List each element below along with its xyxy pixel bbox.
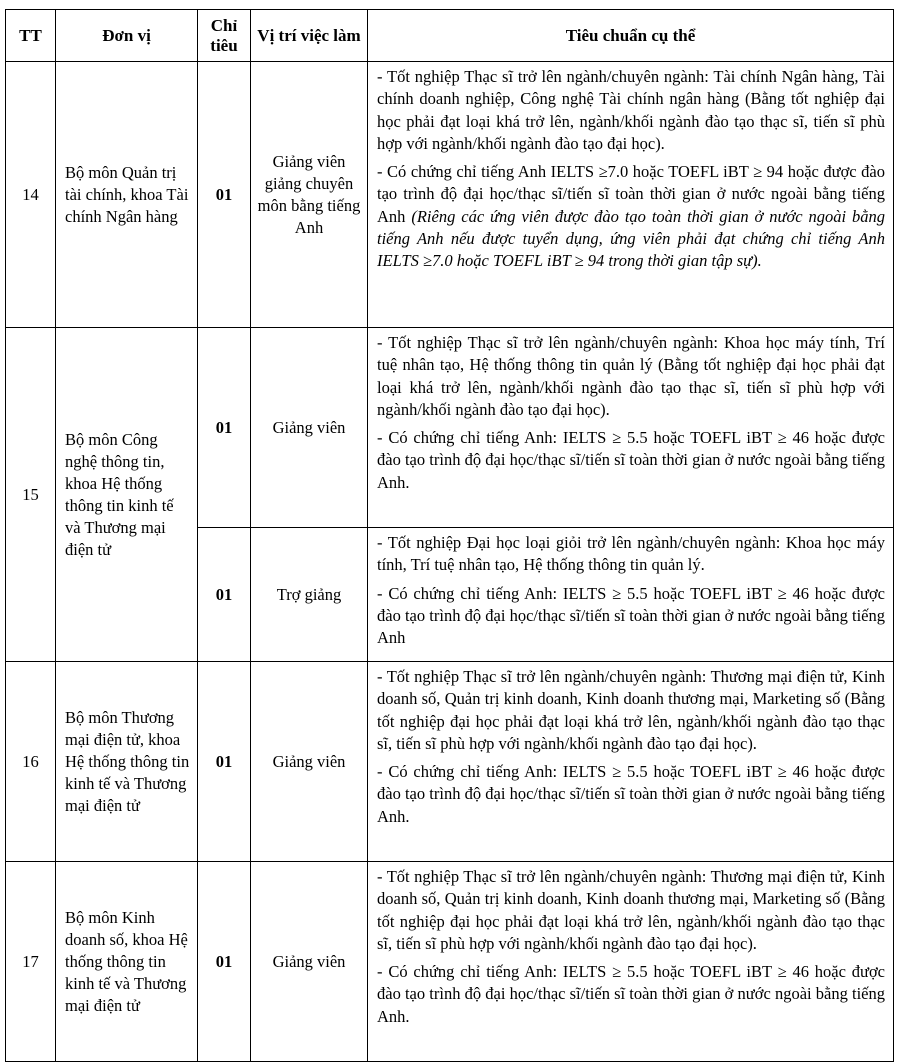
quota-cell: 01 [198,662,251,862]
standard-degree: - Tốt nghiệp Thạc sĩ trở lên ngành/chuyên ngành: Tài chính Ngân hàng, Tài chính doanh nghiệp, Công nghệ Tài chính ngân hàng (Bằng tốt nghiệp đại học phải đạt loại khá trở lên, ngành/khối ngành đào tạo thạc sĩ, tiến sĩ phù hợp với ngành/khối ngành đào tạo đại học). [377,67,885,153]
standard-english [377,161,885,272]
quota-cell: 01 [198,862,251,1062]
standard-degree: - Tốt nghiệp Thạc sĩ trở lên ngành/chuyên ngành: Thương mại điện tử, Kinh doanh số, Quản trị kinh doanh, Kinh doanh thương mại, Marketing số (Bằng tốt nghiệp đại học phải đạt loại khá trở lên, ngành/khối ngành đào tạo thạc sĩ, tiến sĩ phù hợp với ngành/khối ngành đào tạo đại học). [377,667,885,753]
header-position: Vị trí việc làm [251,10,368,62]
header-tt: TT [6,10,56,62]
standard-english: - Có chứng chỉ tiếng Anh: IELTS ≥ 5.5 hoặc TOEFL iBT ≥ 46 hoặc được đào tạo trình độ đại học/thạc sĩ/tiến sĩ toàn thời gian ở nước ngoài bằng tiếng Anh. [377,428,885,492]
standard-english: - Có chứng chỉ tiếng Anh: IELTS ≥ 5.5 hoặc TOEFL iBT ≥ 46 hoặc được đào tạo trình độ đại học/thạc sĩ/tiến sĩ toàn thời gian ở nước ngoài bằng tiếng Anh [377,583,885,648]
table-row [6,328,894,528]
recruitment-table [5,9,894,1062]
standard-degree: - Tốt nghiệp Thạc sĩ trở lên ngành/chuyên ngành: Khoa học máy tính, Trí tuệ nhân tạo, Hệ thống thông tin quản lý (Bằng tốt nghiệp đại học phải đạt loại khá trở lên, ngành/khối ngành đào tạo thạc sĩ, tiến sĩ phù hợp với ngành/khối ngành đào tạo đại học). [377,333,885,419]
table-row [6,862,894,1062]
standard-english: - Có chứng chỉ tiếng Anh: IELTS ≥ 5.5 hoặc TOEFL iBT ≥ 46 hoặc được đào tạo trình độ đại học/thạc sĩ/tiến sĩ toàn thời gian ở nước ngoài bằng tiếng Anh. [377,762,885,826]
unit-cell: Bộ môn Kinh doanh số, khoa Hệ thống thông tin kinh tế và Thương mại điện tử [56,862,198,1062]
standard-cell [368,328,894,528]
standard-english-text: - Có chứng chỉ tiếng Anh IELTS ≥7.0 hoặc TOEFL iBT ≥ 94 hoặc được đào tạo trình độ đại học/thạc sĩ/tiến sĩ toàn thời gian ở nước ngoài bằng tiếng Anh [377,162,885,226]
unit-cell: Bộ môn Quản trị tài chính, khoa Tài chính Ngân hàng [56,62,198,328]
quota-cell: 01 [198,62,251,328]
unit-cell: Bộ môn Thương mại điện tử, khoa Hệ thống thông tin kinh tế và Thương mại điện tử [56,662,198,862]
quota-cell: 01 [198,528,251,662]
position-cell: Trợ giảng [251,528,368,662]
position-cell: Giảng viên [251,862,368,1062]
header-quota: Chỉ tiêu [198,10,251,62]
table-header-row [6,10,894,62]
standard-degree: - Tốt nghiệp Đại học loại giỏi trở lên ngành/chuyên ngành: Khoa học máy tính, Trí tuệ nhân tạo, Hệ thống thông tin quản lý. [377,533,885,575]
position-cell: Giảng viên [251,328,368,528]
standard-cell [368,662,894,862]
standard-cell [368,62,894,328]
standard-cell [368,528,894,662]
header-standard: Tiêu chuẩn cụ thể [368,10,894,62]
header-unit: Đơn vị [56,10,198,62]
table-row [6,662,894,862]
standard-english: - Có chứng chỉ tiếng Anh: IELTS ≥ 5.5 hoặc TOEFL iBT ≥ 46 hoặc được đào tạo trình độ đại học/thạc sĩ/tiến sĩ toàn thời gian ở nước ngoài bằng tiếng Anh. [377,962,885,1026]
position-cell: Giảng viên [251,662,368,862]
row-number: 15 [6,328,56,662]
standard-english-note: (Riêng các ứng viên được đào tạo toàn thời gian ở nước ngoài bằng tiếng Anh nếu được tuyển dụng, ứng viên phải đạt chứng chỉ tiếng Anh IELTS ≥7.0 hoặc TOEFL iBT ≥ 94 trong thời gian tập sự). [377,206,886,271]
table-row [6,62,894,328]
row-number: 17 [6,862,56,1062]
quota-cell: 01 [198,328,251,528]
standard-degree: - Tốt nghiệp Thạc sĩ trở lên ngành/chuyên ngành: Thương mại điện tử, Kinh doanh số, Quản trị kinh doanh, Kinh doanh thương mại, Marketing số (Bằng tốt nghiệp đại học phải đạt loại khá trở lên, ngành/khối ngành đào tạo thạc sĩ, tiến sĩ phù hợp với ngành/khối ngành đào tạo đại học). [377,867,885,953]
row-number: 16 [6,662,56,862]
row-number: 14 [6,62,56,328]
unit-cell: Bộ môn Công nghệ thông tin, khoa Hệ thống thông tin kinh tế và Thương mại điện tử [56,328,198,662]
position-cell: Giảng viên giảng chuyên môn bằng tiếng Anh [251,62,368,328]
standard-cell [368,862,894,1062]
